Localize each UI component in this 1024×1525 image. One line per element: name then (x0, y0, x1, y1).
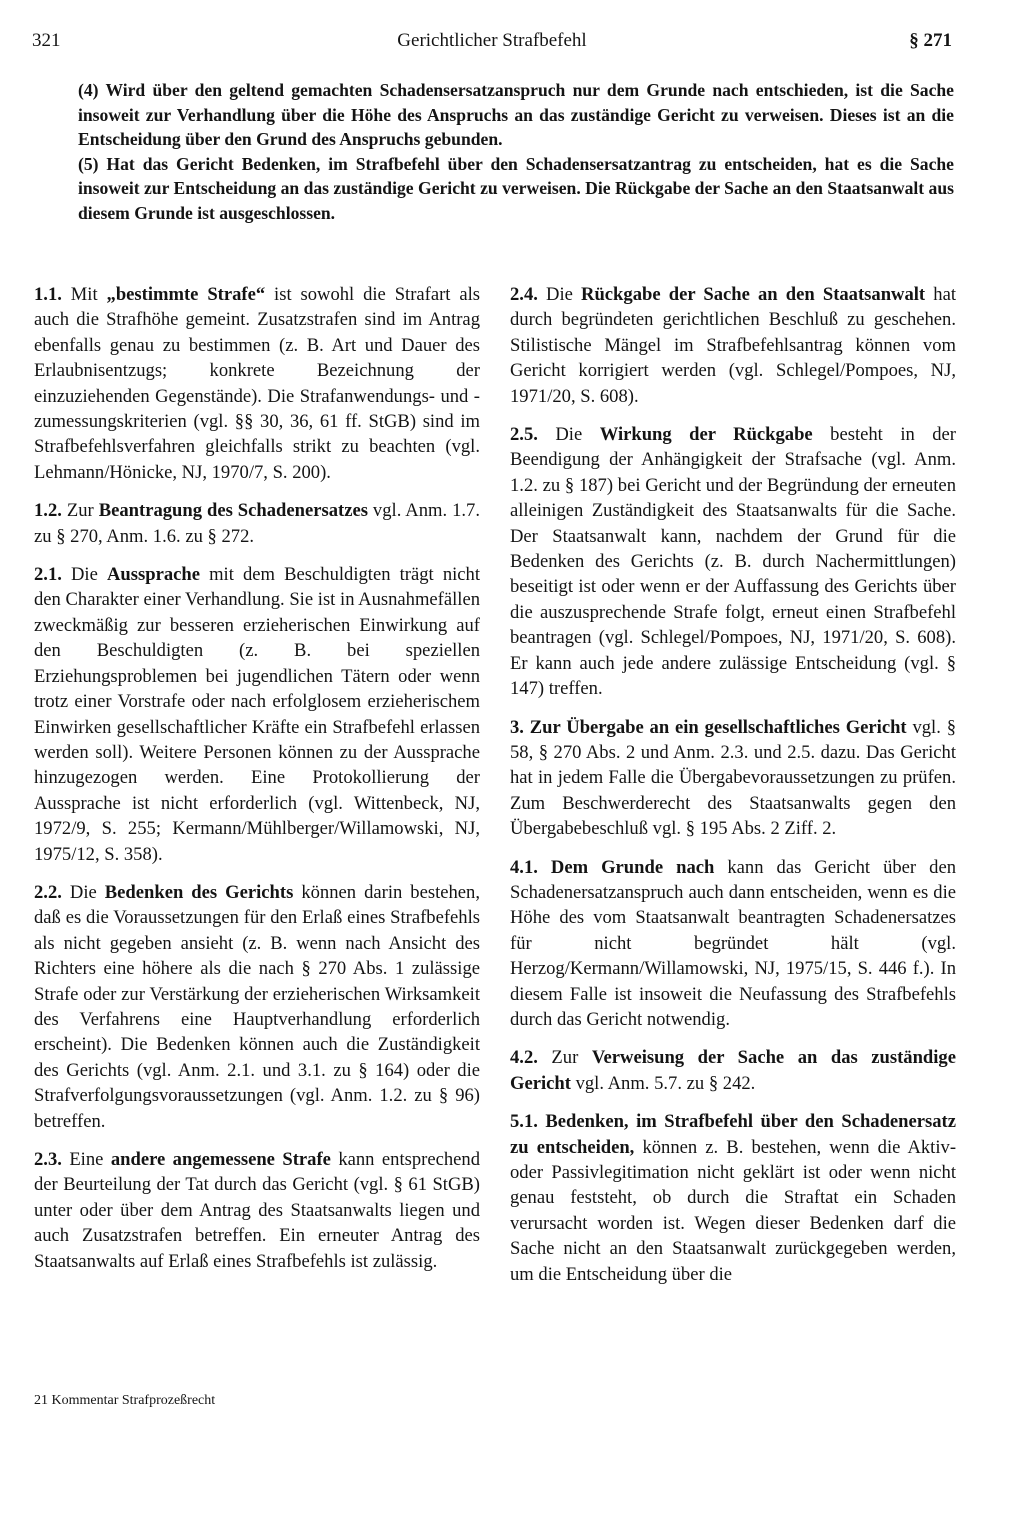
annotation-2-4 (510, 282, 956, 409)
annotation-text: ist sowohl die Strafart als auch die Strafhöhe gemeint. Zusatzstrafen sind im Antrag ebenfalls genau zu bestimmen (z. B. Art und Dauer des Erlaubnisentzugs; konkrete Bezeichnung der einzuziehenden Gegenstände). Die Strafanwendungs- und -zumessungskriterien (vgl. §§ 30, 36, 61 ff. StGB) sind im Strafbefehlsverfahren gleichfalls strikt zu beachten (vgl. Lehmann/Hönicke, NJ, 1970/7, S. 200). (34, 284, 480, 483)
running-header (32, 30, 952, 60)
annotation-keyword: „bestimmte Strafe“ (106, 284, 266, 305)
law-paragraph-4: (4) Wird über den geltend gemachten Schadensersatzanspruch nur dem Grunde nach entschieden, ist die Sache insoweit zur Verhandlung über die Höhe des Anspruchs an das zuständige Gericht zu verweisen. Dieses ist an die Entscheidung über den Grund des Anspruchs gebunden. (78, 80, 954, 149)
page-number: 321 (32, 30, 61, 51)
annotation-2-5 (510, 422, 956, 701)
running-title: Gerichtlicher Strafbefehl (397, 30, 587, 51)
annotation-text: vgl. Anm. 1.7. zu § 270, Anm. 1.6. zu § 272. (34, 500, 480, 547)
annotation-text: kann das Gericht über den Schadenersatzanspruch auch dann entscheiden, wenn es die Höhe des vom Staatsanwalt beantragten Schadenersatzes für nicht begründet hält (vgl. Herzog/Kermann/Willamowski, NJ, 1975/15, S. 446 f.). In diesem Falle ist insoweit die Neufassung des Strafbefehls durch das Gericht notwendig. (510, 856, 956, 1030)
annotation-keyword: Dem Grunde nach (550, 856, 715, 878)
annotation-keyword: Rückgabe der Sache an den Staatsanwalt (581, 284, 926, 305)
annotation-keyword: andere angemessene Strafe (110, 1149, 331, 1170)
annotation-number: 2.5. (510, 424, 538, 446)
commentary-left-column (34, 282, 480, 1287)
annotation-5-1 (510, 1109, 956, 1287)
annotation-text: vgl. § 58, § 270 Abs. 2 und Anm. 2.3. und 2.5. dazu. Das Gericht hat in jedem Falle die Übergabevoraussetzungen zu prüfen. Zum Beschwerderecht des Staatsanwalts gegen den Übergabebeschluß vgl. § 195 Abs. 2 Ziff. 2. (510, 716, 956, 840)
annotation-text: kann entsprechend der Beurteilung der Tat durch das Gericht (vgl. § 61 StGB) unter oder über dem Antrag des Staatsanwalts liegen und auch Zusatzstrafen betreffen. Ein erneuter Antrag des Staatsanwalts auf Erlaß eines Strafbefehls ist zulässig. (34, 1149, 480, 1272)
page-footer: 21 Kommentar Strafprozeßrecht (34, 1393, 216, 1408)
annotation-2-3 (34, 1147, 480, 1274)
annotation-lead: Die (537, 424, 600, 446)
annotation-keyword: Zur Übergabe an ein gesellschaftliches Gericht (529, 716, 907, 738)
annotation-4-1 (510, 855, 956, 1033)
annotation-number: 1.2. (34, 500, 62, 522)
annotation-text: mit dem Beschuldigten trägt nicht den Charakter einer Verhandlung. Sie ist in Ausnahmefällen zweckmäßig zur besseren erzieherischen Einwirkung auf den Beschuldigten (z. B. bei speziellen Erziehungsproblemen bei jugendlichen Tätern oder wenn trotz einer Vorstrafe oder nach erfolglosem erzieherischem Einwirken gesellschaftlicher Kräfte ein Strafbefehl erlassen werden soll). Weitere Personen können zu der Aussprache hinzugezogen werden. Eine Protokollierung der Aussprache ist nicht erforderlich (vgl. Wittenbeck, NJ, 1972/9, S. 255; Kermann/Mühlberger/Willamowski, NJ, 1975/12, S. 358). (34, 564, 480, 865)
annotation-lead: Zur (61, 500, 99, 522)
annotation-keyword: Beantragung des Schadenersatzes (98, 500, 368, 522)
annotation-keyword: Verweisung der Sache an das zuständige Gericht (510, 1047, 956, 1094)
annotation-number: 3. (510, 716, 524, 738)
annotation-lead: Eine (61, 1149, 111, 1170)
annotation-lead: Mit (61, 284, 107, 305)
annotation-number: 1.1. (34, 284, 62, 305)
annotation-lead (538, 857, 551, 878)
annotation-lead: Die (61, 564, 107, 586)
annotation-text: vgl. Anm. 5.7. zu § 242. (570, 1072, 756, 1094)
annotation-2-2 (34, 880, 480, 1134)
annotation-lead: Die (61, 881, 105, 903)
annotation-keyword: Wirkung der Rückgabe (599, 424, 813, 446)
annotation-keyword: Bedenken des Gerichts (104, 881, 294, 903)
annotation-text: besteht in der Beendigung der Anhängigkeit der Strafsache (vgl. Anm. 1.2. zu § 187) bei Gericht und der Begründung der erneuten alleinigen Zuständigkeit des Staatsanwalts für die Sache. Der Staatsanwalt kann, nachdem der Grund für die Bedenken des Gerichts (z. B. durch Nachermittlungen) beseitigt ist oder wenn er der Auffassung des Gerichts über die auszusprechende Strafe folgt, erneut einen Strafbefehl beantragen (vgl. Schlegel/Pompoes, NJ, 1971/20, S. 608). Er kann auch jede andere zulässige Entscheidung (vgl. § 147) treffen. (510, 424, 956, 700)
annotation-text: hat durch begründeten gerichtlichen Beschluß zu geschehen. Stilistische Mängel im Strafbefehlsantrag können vom Gericht korrigiert werden (vgl. Schlegel/Pompoes, NJ, 1971/20, S. 608). (510, 284, 956, 407)
annotation-4-2 (510, 1045, 956, 1096)
law-paragraph-5: (5) Hat das Gericht Bedenken, im Strafbefehl über den Schadensersatzantrag zu entscheiden, hat es die Sache insoweit zur Entscheidung an das zuständige Gericht zu verweisen. Die Rückgabe der Sache an den Staatsanwalt aus diesem Grunde ist ausgeschlossen. (78, 153, 954, 223)
annotation-number: 5.1. (510, 1111, 538, 1133)
annotation-1-1 (34, 282, 480, 485)
annotation-3 (510, 715, 956, 842)
annotation-number: 2.3. (34, 1149, 62, 1170)
paragraph-number: § 271 (909, 30, 952, 51)
annotation-keyword: Bedenken, im Strafbefehl über den Schadenersatz zu entscheiden, (510, 1111, 957, 1158)
annotation-lead: Die (537, 284, 582, 305)
annotation-lead: Zur (537, 1047, 592, 1069)
commentary-right-column (510, 282, 956, 1300)
annotation-keyword: Aussprache (106, 564, 200, 586)
annotation-number: 2.4. (510, 284, 538, 305)
annotation-number: 4.1. (510, 856, 538, 878)
annotation-number: 2.1. (34, 564, 62, 586)
annotation-number: 2.2. (34, 881, 62, 903)
annotation-1-2 (34, 498, 480, 549)
annotation-text: können z. B. bestehen, wenn die Aktiv- oder Passivlegitimation nicht geklärt ist oder wenn nicht genau feststeht, ob durch die Straftat ein Schaden verursacht worden ist. Wegen dieser Bedenken darf die Sache nicht an den Staatsanwalt zurückgegeben werden, um die Entscheidung über die (510, 1136, 957, 1285)
annotation-text: können darin bestehen, daß es die Voraussetzungen für den Erlaß eines Strafbefehls als nicht gegeben ansieht (z. B. wenn nach Ansicht des Richters eine höhere als die nach § 270 Abs. 1 zulässige Strafe oder zur Verstärkung der erzieherischen Wirksamkeit des Verfahrens eine Hauptverhandlung erforderlich erscheint). Die Bedenken können auch die Zuständigkeit des Gerichts (vgl. Anm. 2.1. und 3.1. zu § 164) oder die Strafverfolgungsvoraussetzungen (vgl. Anm. 1.2. zu § 96) betreffen. (34, 881, 480, 1132)
annotation-number: 4.2. (510, 1047, 538, 1069)
law-text-block (78, 78, 954, 225)
annotation-2-1 (34, 562, 480, 867)
